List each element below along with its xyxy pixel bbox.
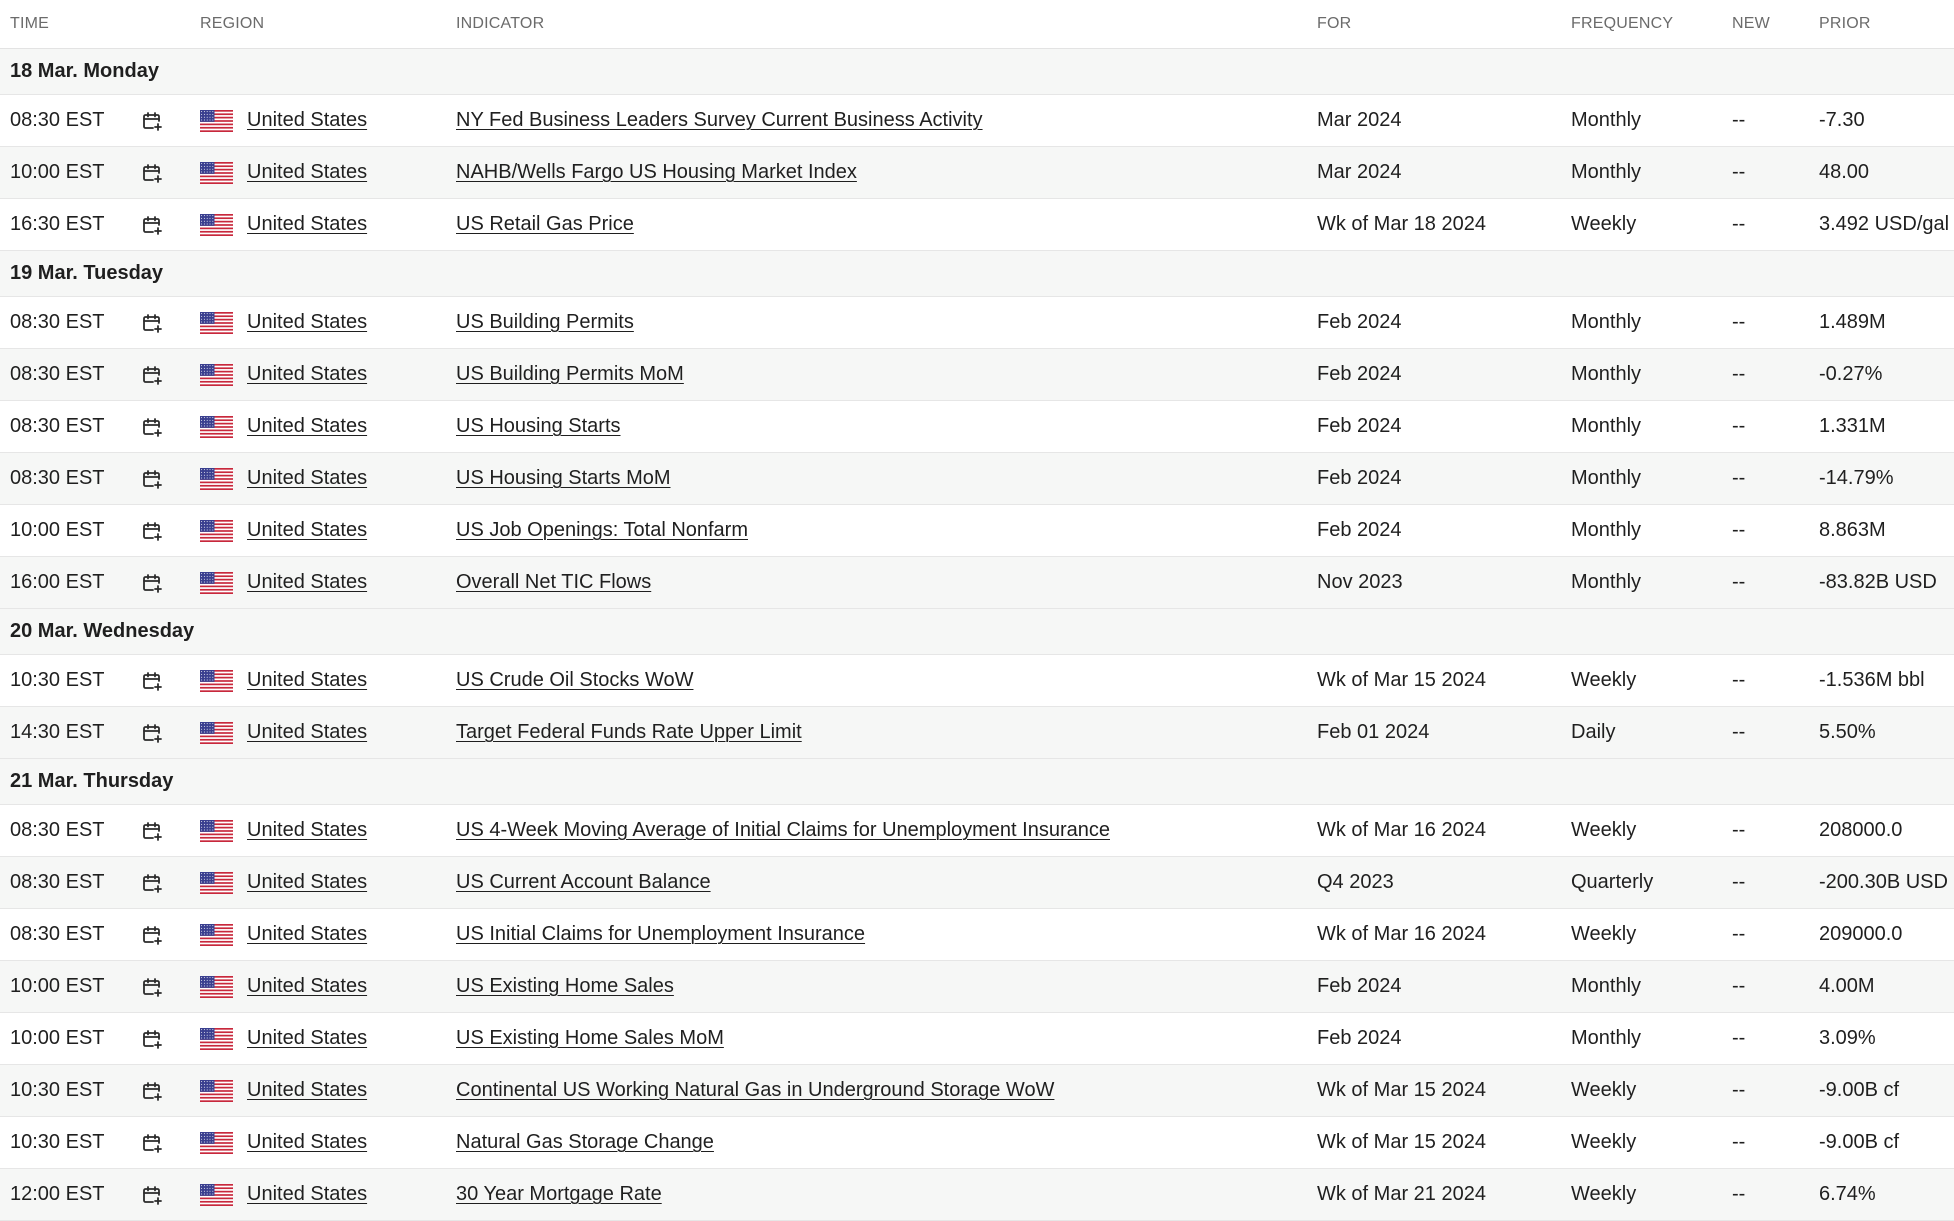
- event-prior: -9.00B cf: [1819, 1079, 1900, 1101]
- indicator-link[interactable]: US Housing Starts MoM: [456, 467, 671, 489]
- us-flag-icon: [200, 670, 247, 692]
- indicator-link[interactable]: US Housing Starts: [456, 415, 621, 437]
- event-prior: 5.50%: [1819, 721, 1876, 743]
- indicator-link[interactable]: US Building Permits MoM: [456, 363, 684, 385]
- event-prior: -200.30B USD: [1819, 871, 1948, 893]
- indicator-link[interactable]: Overall Net TIC Flows: [456, 571, 652, 593]
- region-link[interactable]: United States: [247, 1183, 368, 1205]
- event-time: 14:30 EST: [10, 721, 105, 743]
- indicator-link[interactable]: US Job Openings: Total Nonfarm: [456, 519, 749, 541]
- add-to-calendar-button[interactable]: [140, 311, 200, 335]
- event-new: --: [1732, 571, 1746, 593]
- table-row: [0, 147, 1954, 199]
- region-link[interactable]: United States: [247, 213, 368, 235]
- us-flag-icon: [200, 1132, 247, 1154]
- region-link[interactable]: United States: [247, 669, 368, 691]
- indicator-cell: [456, 311, 1317, 334]
- event-new: --: [1732, 721, 1746, 743]
- indicator-cell: [456, 519, 1317, 542]
- table-row: [0, 505, 1954, 557]
- calendar-add-icon[interactable]: [140, 467, 164, 491]
- event-time: 08:30 EST: [10, 467, 105, 489]
- us-flag-icon: [200, 820, 247, 842]
- event-new: --: [1732, 1183, 1746, 1205]
- event-for: Wk of Mar 15 2024: [1317, 1131, 1486, 1153]
- event-frequency: Monthly: [1571, 1027, 1642, 1049]
- us-flag-icon: [200, 1028, 247, 1050]
- region-link[interactable]: United States: [247, 923, 368, 945]
- event-for: Feb 2024: [1317, 363, 1402, 385]
- calendar-add-icon[interactable]: [140, 519, 164, 543]
- indicator-link[interactable]: US Existing Home Sales MoM: [456, 1027, 724, 1049]
- add-to-calendar-button[interactable]: [140, 975, 200, 999]
- add-to-calendar-button[interactable]: [140, 721, 200, 745]
- event-prior: -83.82B USD: [1819, 571, 1937, 593]
- region-cell: [200, 1183, 456, 1206]
- event-frequency: Monthly: [1571, 109, 1642, 131]
- event-time: 16:00 EST: [10, 571, 105, 593]
- indicator-cell: [456, 467, 1317, 490]
- event-new: --: [1732, 975, 1746, 997]
- indicator-cell: [456, 975, 1317, 998]
- us-flag-icon: [200, 872, 247, 894]
- region-cell: [200, 415, 456, 438]
- indicator-cell: [456, 721, 1317, 744]
- indicator-cell: [456, 363, 1317, 386]
- indicator-cell: [456, 923, 1317, 946]
- header-indicator[interactable]: INDICATOR: [456, 15, 545, 32]
- event-prior: -0.27%: [1819, 363, 1883, 385]
- table-row: [0, 857, 1954, 909]
- add-to-calendar-button[interactable]: [140, 819, 200, 843]
- event-for: Mar 2024: [1317, 109, 1402, 131]
- add-to-calendar-button[interactable]: [140, 1131, 200, 1155]
- region-cell: [200, 975, 456, 998]
- event-frequency: Weekly: [1571, 1131, 1637, 1153]
- indicator-link[interactable]: 30 Year Mortgage Rate: [456, 1183, 662, 1205]
- event-prior: 8.863M: [1819, 519, 1886, 541]
- indicator-cell: [456, 161, 1317, 184]
- day-group-header: [0, 759, 1954, 805]
- event-frequency: Weekly: [1571, 819, 1637, 841]
- region-link[interactable]: United States: [247, 975, 368, 997]
- event-prior: 1.489M: [1819, 311, 1886, 333]
- event-time: 10:30 EST: [10, 669, 105, 691]
- us-flag-icon: [200, 976, 247, 998]
- region-cell: [200, 669, 456, 692]
- table-row: [0, 961, 1954, 1013]
- indicator-link[interactable]: NAHB/Wells Fargo US Housing Market Index: [456, 161, 857, 183]
- header-region[interactable]: REGION: [200, 15, 265, 32]
- region-link[interactable]: United States: [247, 467, 368, 489]
- add-to-calendar-button[interactable]: [140, 1183, 200, 1207]
- indicator-cell: [456, 1079, 1317, 1102]
- calendar-add-icon[interactable]: [140, 109, 164, 133]
- add-to-calendar-button[interactable]: [140, 415, 200, 439]
- event-for: Q4 2023: [1317, 871, 1394, 893]
- region-link[interactable]: United States: [247, 311, 368, 333]
- event-for: Feb 2024: [1317, 975, 1402, 997]
- table-row: [0, 1065, 1954, 1117]
- region-cell: [200, 1027, 456, 1050]
- region-cell: [200, 467, 456, 490]
- event-for: Feb 2024: [1317, 1027, 1402, 1049]
- calendar-add-icon[interactable]: [140, 923, 164, 947]
- event-prior: 48.00: [1819, 161, 1870, 183]
- table-row: [0, 297, 1954, 349]
- event-time: 10:30 EST: [10, 1079, 105, 1101]
- us-flag-icon: [200, 312, 247, 334]
- event-prior: 6.74%: [1819, 1183, 1876, 1205]
- table-header: [0, 0, 1954, 49]
- event-for: Wk of Mar 21 2024: [1317, 1183, 1486, 1205]
- day-group-header: [0, 251, 1954, 297]
- region-cell: [200, 161, 456, 184]
- table-row: [0, 707, 1954, 759]
- event-new: --: [1732, 467, 1746, 489]
- event-time: 10:00 EST: [10, 1027, 105, 1049]
- us-flag-icon: [200, 924, 247, 946]
- event-frequency: Monthly: [1571, 571, 1642, 593]
- table-row: [0, 909, 1954, 961]
- region-link[interactable]: United States: [247, 819, 368, 841]
- event-for: Feb 2024: [1317, 519, 1402, 541]
- event-time: 10:00 EST: [10, 519, 105, 541]
- event-time: 08:30 EST: [10, 871, 105, 893]
- event-frequency: Weekly: [1571, 213, 1637, 235]
- event-prior: 209000.0: [1819, 923, 1903, 945]
- us-flag-icon: [200, 520, 247, 542]
- calendar-add-icon[interactable]: [140, 311, 164, 335]
- event-time: 08:30 EST: [10, 363, 105, 385]
- event-prior: 4.00M: [1819, 975, 1875, 997]
- event-for: Feb 2024: [1317, 467, 1402, 489]
- header-for[interactable]: FOR: [1317, 15, 1352, 32]
- calendar-add-icon[interactable]: [140, 871, 164, 895]
- indicator-link[interactable]: Natural Gas Storage Change: [456, 1131, 714, 1153]
- event-new: --: [1732, 819, 1746, 841]
- us-flag-icon: [200, 1184, 247, 1206]
- add-to-calendar-button[interactable]: [140, 109, 200, 133]
- table-row: [0, 453, 1954, 505]
- calendar-add-icon[interactable]: [140, 669, 164, 693]
- calendar-add-icon[interactable]: [140, 415, 164, 439]
- add-to-calendar-button[interactable]: [140, 571, 200, 595]
- us-flag-icon: [200, 1080, 247, 1102]
- us-flag-icon: [200, 214, 247, 236]
- add-to-calendar-button[interactable]: [140, 161, 200, 185]
- event-time: 08:30 EST: [10, 923, 105, 945]
- event-frequency: Weekly: [1571, 1079, 1637, 1101]
- event-new: --: [1732, 311, 1746, 333]
- event-frequency: Monthly: [1571, 975, 1642, 997]
- event-time: 10:00 EST: [10, 975, 105, 997]
- event-prior: -9.00B cf: [1819, 1131, 1900, 1153]
- table-row: [0, 199, 1954, 251]
- calendar-add-icon[interactable]: [140, 571, 164, 595]
- event-time: 08:30 EST: [10, 415, 105, 437]
- event-new: --: [1732, 161, 1746, 183]
- event-new: --: [1732, 1079, 1746, 1101]
- region-link[interactable]: United States: [247, 519, 368, 541]
- table-row: [0, 95, 1954, 147]
- event-frequency: Monthly: [1571, 311, 1642, 333]
- table-row: [0, 1013, 1954, 1065]
- calendar-add-icon[interactable]: [140, 363, 164, 387]
- add-to-calendar-button[interactable]: [140, 1027, 200, 1051]
- event-for: Feb 2024: [1317, 311, 1402, 333]
- event-prior: 1.331M: [1819, 415, 1886, 437]
- event-time: 08:30 EST: [10, 311, 105, 333]
- event-frequency: Monthly: [1571, 363, 1642, 385]
- event-frequency: Quarterly: [1571, 871, 1654, 893]
- day-label: 20 Mar. Wednesday: [10, 620, 195, 642]
- indicator-link[interactable]: US Retail Gas Price: [456, 213, 634, 235]
- event-new: --: [1732, 109, 1746, 131]
- indicator-cell: [456, 571, 1317, 594]
- table-row: [0, 1169, 1954, 1221]
- event-frequency: Monthly: [1571, 467, 1642, 489]
- add-to-calendar-button[interactable]: [140, 213, 200, 237]
- event-new: --: [1732, 871, 1746, 893]
- calendar-add-icon[interactable]: [140, 1183, 164, 1207]
- us-flag-icon: [200, 722, 247, 744]
- region-cell: [200, 571, 456, 594]
- day-group-header: [0, 49, 1954, 95]
- event-frequency: Weekly: [1571, 669, 1637, 691]
- event-frequency: Daily: [1571, 721, 1616, 743]
- indicator-link[interactable]: NY Fed Business Leaders Survey Current Business Activity: [456, 109, 983, 131]
- header-frequency[interactable]: FREQUENCY: [1571, 15, 1674, 32]
- region-cell: [200, 871, 456, 894]
- event-time: 08:30 EST: [10, 819, 105, 841]
- event-time: 08:30 EST: [10, 109, 105, 131]
- event-time: 10:00 EST: [10, 161, 105, 183]
- event-for: Wk of Mar 18 2024: [1317, 213, 1486, 235]
- event-new: --: [1732, 415, 1746, 437]
- region-link[interactable]: United States: [247, 871, 368, 893]
- table-row: [0, 401, 1954, 453]
- add-to-calendar-button[interactable]: [140, 467, 200, 491]
- event-prior: 3.09%: [1819, 1027, 1876, 1049]
- us-flag-icon: [200, 162, 247, 184]
- header-new[interactable]: NEW: [1732, 15, 1770, 32]
- event-frequency: Weekly: [1571, 1183, 1637, 1205]
- event-time: 10:30 EST: [10, 1131, 105, 1153]
- indicator-cell: [456, 819, 1317, 842]
- region-cell: [200, 1079, 456, 1102]
- add-to-calendar-button[interactable]: [140, 669, 200, 693]
- indicator-cell: [456, 669, 1317, 692]
- indicator-link[interactable]: US Building Permits: [456, 311, 634, 333]
- indicator-link[interactable]: US Initial Claims for Unemployment Insurance: [456, 923, 866, 945]
- calendar-add-icon[interactable]: [140, 161, 164, 185]
- event-for: Wk of Mar 15 2024: [1317, 669, 1486, 691]
- calendar-add-icon[interactable]: [140, 1079, 164, 1103]
- add-to-calendar-button[interactable]: [140, 363, 200, 387]
- indicator-link[interactable]: US Existing Home Sales: [456, 975, 674, 997]
- indicator-cell: [456, 1027, 1317, 1050]
- event-new: --: [1732, 1027, 1746, 1049]
- calendar-add-icon[interactable]: [140, 1027, 164, 1051]
- calendar-add-icon[interactable]: [140, 1131, 164, 1155]
- region-cell: [200, 1131, 456, 1154]
- indicator-cell: [456, 1183, 1317, 1206]
- header-time[interactable]: TIME: [10, 15, 50, 32]
- table-body: [0, 49, 1954, 1221]
- region-link[interactable]: United States: [247, 721, 368, 743]
- region-cell: [200, 109, 456, 132]
- event-for: Feb 2024: [1317, 415, 1402, 437]
- add-to-calendar-button[interactable]: [140, 519, 200, 543]
- event-for: Wk of Mar 15 2024: [1317, 1079, 1486, 1101]
- us-flag-icon: [200, 416, 247, 438]
- add-to-calendar-button[interactable]: [140, 923, 200, 947]
- event-for: Wk of Mar 16 2024: [1317, 819, 1486, 841]
- indicator-link[interactable]: US Current Account Balance: [456, 871, 711, 893]
- indicator-link[interactable]: Target Federal Funds Rate Upper Limit: [456, 721, 802, 743]
- day-label: 19 Mar. Tuesday: [10, 262, 164, 284]
- table-row: [0, 805, 1954, 857]
- table-row: [0, 349, 1954, 401]
- event-prior: -1.536M bbl: [1819, 669, 1925, 691]
- indicator-cell: [456, 109, 1317, 132]
- event-time: 16:30 EST: [10, 213, 105, 235]
- region-cell: [200, 213, 456, 236]
- calendar-add-icon[interactable]: [140, 975, 164, 999]
- region-link[interactable]: United States: [247, 571, 368, 593]
- event-prior: -14.79%: [1819, 467, 1894, 489]
- event-frequency: Monthly: [1571, 415, 1642, 437]
- event-frequency: Weekly: [1571, 923, 1637, 945]
- table-row: [0, 557, 1954, 609]
- event-for: Feb 01 2024: [1317, 721, 1430, 743]
- event-frequency: Monthly: [1571, 161, 1642, 183]
- region-link[interactable]: United States: [247, 1131, 368, 1153]
- region-link[interactable]: United States: [247, 161, 368, 183]
- event-new: --: [1732, 669, 1746, 691]
- event-prior: -7.30: [1819, 109, 1865, 131]
- table-row: [0, 1117, 1954, 1169]
- region-link[interactable]: United States: [247, 415, 368, 437]
- region-link[interactable]: United States: [247, 363, 368, 385]
- event-for: Mar 2024: [1317, 161, 1402, 183]
- event-time: 12:00 EST: [10, 1183, 105, 1205]
- event-new: --: [1732, 213, 1746, 235]
- region-cell: [200, 819, 456, 842]
- us-flag-icon: [200, 364, 247, 386]
- header-prior[interactable]: PRIOR: [1819, 15, 1871, 32]
- event-new: --: [1732, 923, 1746, 945]
- add-to-calendar-button[interactable]: [140, 871, 200, 895]
- region-link[interactable]: United States: [247, 109, 368, 131]
- indicator-cell: [456, 1131, 1317, 1154]
- event-new: --: [1732, 519, 1746, 541]
- day-label: 18 Mar. Monday: [10, 60, 159, 82]
- indicator-cell: [456, 871, 1317, 894]
- indicator-link[interactable]: US Crude Oil Stocks WoW: [456, 669, 694, 691]
- region-cell: [200, 311, 456, 334]
- event-prior: 3.492 USD/gal: [1819, 213, 1950, 235]
- event-frequency: Monthly: [1571, 519, 1642, 541]
- table-row: [0, 655, 1954, 707]
- day-label: 21 Mar. Thursday: [10, 770, 174, 792]
- indicator-link[interactable]: Continental US Working Natural Gas in Underground Storage WoW: [456, 1079, 1055, 1101]
- event-for: Nov 2023: [1317, 571, 1403, 593]
- indicator-link[interactable]: US 4-Week Moving Average of Initial Claims for Unemployment Insurance: [456, 819, 1110, 841]
- day-group-header: [0, 609, 1954, 655]
- us-flag-icon: [200, 572, 247, 594]
- us-flag-icon: [200, 468, 247, 490]
- region-cell: [200, 721, 456, 744]
- indicator-cell: [456, 415, 1317, 438]
- region-cell: [200, 363, 456, 386]
- event-for: Wk of Mar 16 2024: [1317, 923, 1486, 945]
- us-flag-icon: [200, 110, 247, 132]
- indicator-cell: [456, 213, 1317, 236]
- add-to-calendar-button[interactable]: [140, 1079, 200, 1103]
- calendar-add-icon[interactable]: [140, 819, 164, 843]
- calendar-add-icon[interactable]: [140, 721, 164, 745]
- region-cell: [200, 923, 456, 946]
- region-link[interactable]: United States: [247, 1027, 368, 1049]
- region-cell: [200, 519, 456, 542]
- calendar-add-icon[interactable]: [140, 213, 164, 237]
- event-prior: 208000.0: [1819, 819, 1903, 841]
- event-new: --: [1732, 363, 1746, 385]
- region-link[interactable]: United States: [247, 1079, 368, 1101]
- event-new: --: [1732, 1131, 1746, 1153]
